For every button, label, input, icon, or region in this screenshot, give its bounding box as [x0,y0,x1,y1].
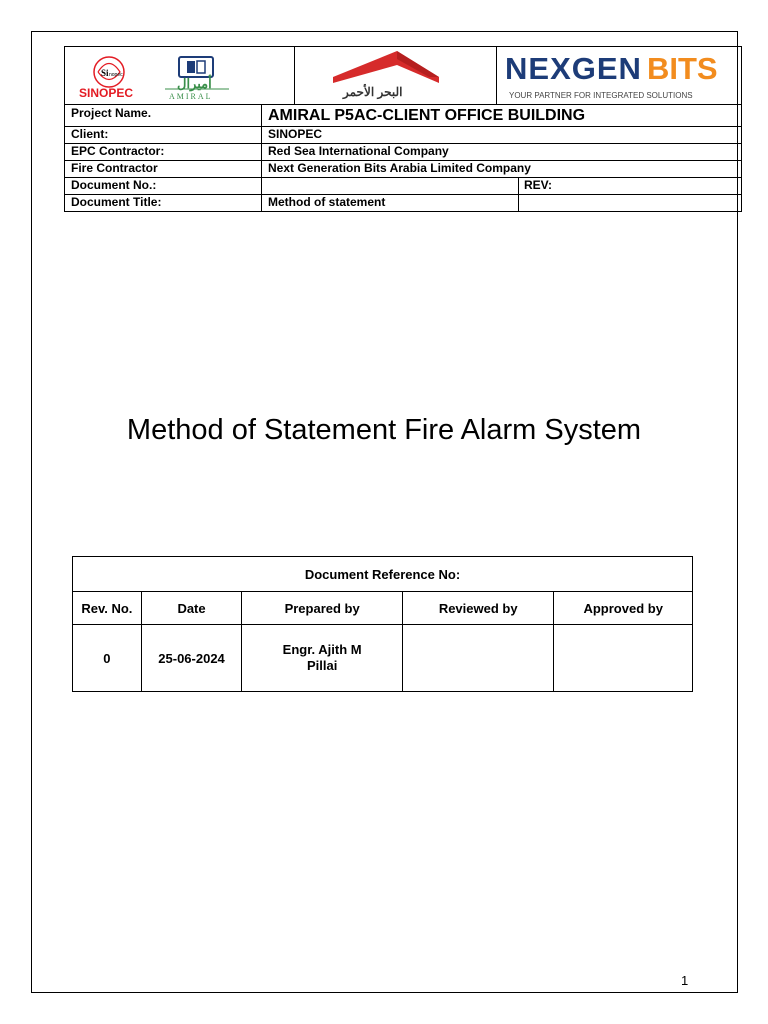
client-value: SINOPEC [268,127,323,141]
client-logos-cell [64,46,295,105]
client-label: Client: [71,127,109,141]
cell-reviewed-by [402,625,553,692]
col-rev-no: Rev. No. [73,592,142,625]
col-approved-by: Approved by [554,592,693,625]
cell-date: 25-06-2024 [141,625,242,692]
nexgen-tagline: YOUR PARTNER FOR INTEGRATED SOLUTIONS [509,91,693,100]
cell-approved-by [554,625,693,692]
nexgen-logo-left: NEXGEN [505,51,642,86]
epc-contractor-value: Red Sea International Company [268,144,449,158]
epc-contractor-label: EPC Contractor: [71,144,165,158]
main-title: Method of Statement Fire Alarm System [126,414,642,446]
project-name-row [64,105,742,127]
amiral-text: AMIRAL [169,92,213,101]
epc-contractor-row [64,144,742,161]
document-title-label: Document Title: [71,195,162,209]
document-title-row [64,195,742,212]
document-reference-table [72,556,693,692]
amiral-arabic-text: أميرال [177,76,212,91]
cell-prepared-by [242,625,403,692]
sinopec-text: SINOPEC [79,86,134,100]
cell-rev-no: 0 [73,625,142,692]
fire-contractor-row [64,161,742,178]
nexgen-logo-right: BITS [647,51,718,86]
red-sea-arabic-text: البحر الأحمر [343,85,403,99]
rev-label: REV: [524,178,553,192]
document-title-value: Method of statement [268,195,386,209]
col-reviewed-by: Reviewed by [402,592,553,625]
client-row [64,127,742,144]
epc-logo-cell [294,46,497,105]
col-prepared-by: Prepared by [242,592,403,625]
project-name-label: Project Name. [71,106,152,120]
col-date: Date [141,592,242,625]
svg-text:Si: Si [101,68,109,78]
reference-heading: Document Reference No: [73,557,693,592]
fire-contractor-label: Fire Contractor [71,161,158,175]
svg-text:nopec: nopec [109,72,123,78]
fire-contractor-logo-cell [496,46,742,105]
page-number: 1 [681,973,689,988]
fire-contractor-value: Next Generation Bits Arabia Limited Company [268,161,531,175]
prepared-by-name: Engr. Ajith M Pillai [282,642,362,673]
document-number-row [64,178,742,195]
table-row [73,625,693,692]
project-name-value: AMIRAL P5AC-CLIENT OFFICE BUILDING [268,107,586,124]
document-number-label: Document No.: [71,178,157,192]
